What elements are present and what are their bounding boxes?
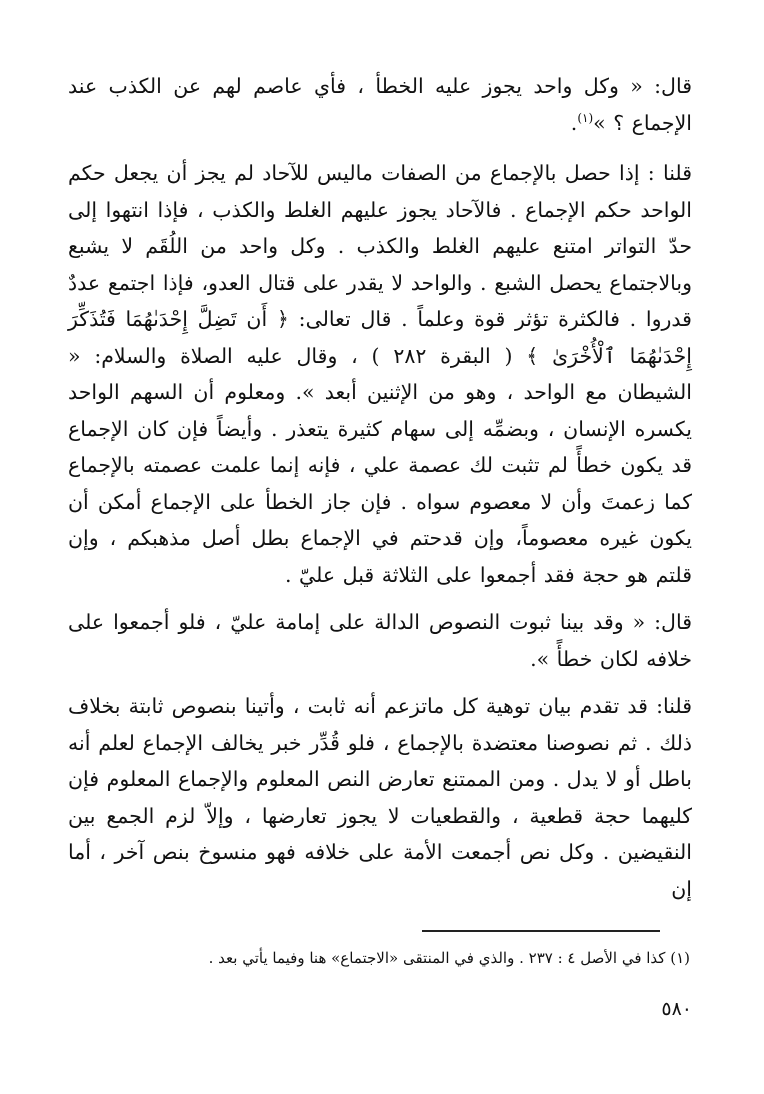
footnote-divider [422, 930, 660, 932]
paragraph-2-text: قلنا : إذا حصل بالإجماع من الصفات ماليس للآحاد لم يجز أن يجعل حكم الواحد حكم الإجماع . فالآحاد يجوز عليهم الغلط والكذب ، فإذا انتهوا إلى حدّ التواتر امتنع عليهم الغلط والكذب . وكل واحد من اللُقَم لا يشبع وبالاجتماع يحصل الشبع . والواحد لا يقدر على قتال العدو، فإذا اجتمع عددٌ قدروا . فالكثرة تؤثر قوة وعلماً . قال تعالى: [68, 161, 692, 331]
paragraph-4-text: قلنا: قد تقدم بيان توهية كل ماتزعم أنه ثابت ، وأتينا بنصوص ثابتة بخلاف ذلك . ثم نصوصنا معتضدة بالإجماع ، فلو قُدِّر خبر يخالف الإجماع لعلم أنه باطل أو لا يدل . ومن الممتنع تعارض النص المعلوم والإجماع المعلوم فإن كليهما حجة قطعية ، والقطعيات لا يجوز تعارضها ، وإلاّ لزم الجمع بين النقيضين . وكل نص أجمعت الأمة على خلافه فهو منسوخ بنص آخر ، أما إن [68, 694, 692, 901]
book-page [68, 68, 692, 1058]
paragraph-1 [68, 68, 692, 141]
paragraph-2-after: ( البقرة ٢٨٢ ) ، وقال عليه الصلاة والسلام: « الشيطان مع الواحد ، وهو من الإثنين أبعد ». ومعلوم أن السهم الواحد يكسره الإنسان ، وبضمِّه إلى سهام كثيرة يتعذر . وأيضاً فإن كان الإجماع قد يكون خطأً لم تثبت لك عصمة علي ، فإنه إنما علمت عصمته بالإجماع كما زعمتَ وأن لا معصوم سواه . فإن جاز الخطأ على الإجماع أمكن أن يكون غيره معصوماً، وإن قدحتم في الإجماع بطل أصل مذهبكم ، وإن قلتم هو حجة فقد أجمعوا على الثلاثة قبل عليّ . [68, 343, 692, 587]
paragraph-3 [68, 604, 692, 677]
footnote: (١) كذا في الأصل ٤ : ٢٣٧ . والذي في المنتقى «الاجتماع» هنا وفيما يأتي بعد . [208, 949, 690, 967]
quran-verse: ﴿ أَن تَضِلَّ إِحْدَىٰهُمَا فَتُذَكِّرَ إِحْدَىٰهُمَا ٱلْأُخْرَىٰ ﴾ [68, 307, 692, 368]
footnote-marker: (١) [577, 110, 594, 125]
main-text [68, 68, 692, 907]
paragraph-4 [68, 688, 692, 907]
paragraph-3-text: قال: « وقد بينا ثبوت النصوص الدالة على إمامة عليّ ، فلو أجمعوا على خلافه لكان خطأً ». [68, 610, 692, 671]
page-number: ٥٨٠ [661, 998, 692, 1020]
paragraph-2 [68, 155, 692, 593]
paragraph-1-text: قال: « وكل واحد يجوز عليه الخطأ ، فأي عاصم لهم عن الكذب عند الإجماع ؟ » [68, 74, 692, 135]
paragraph-1-tail: . [570, 110, 578, 135]
